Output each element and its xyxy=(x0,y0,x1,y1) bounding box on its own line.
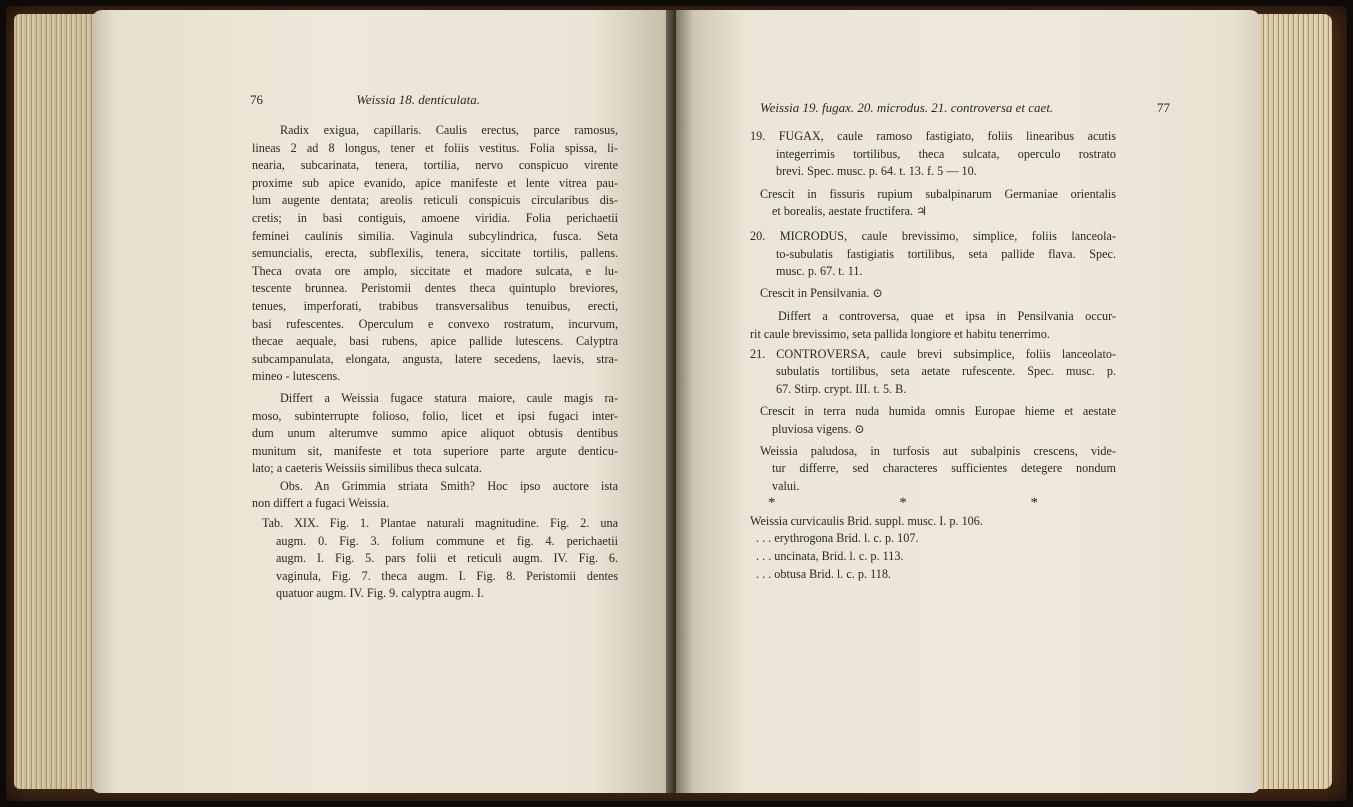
right-page xyxy=(676,10,1260,793)
left-running-head xyxy=(250,92,510,108)
paludosa-paragraph xyxy=(750,443,1116,496)
text-line: dum unum alterumve summo apice aliquot obtusis dentibus xyxy=(252,426,618,441)
text-line: brevi. Spec. musc. p. 64. t. 13. f. 5 — 10. xyxy=(776,164,977,179)
list-item: . . . uncinata, Brid. l. c. p. 113. xyxy=(756,549,904,564)
tab-paragraph xyxy=(252,515,618,603)
text-line: mineo - lutescens. xyxy=(252,369,341,384)
list-item: Weissia curvicaulis Brid. suppl. musc. I. p. 106. xyxy=(750,513,983,528)
text-line: Obs. An Grimmia striata Smith? Hoc ipso auctore ista xyxy=(280,478,618,493)
left-page xyxy=(92,10,682,793)
text-line: 67. Stirp. crypt. III. t. 5. B. xyxy=(776,381,907,396)
text-line: nearia, subcarinata, tenera, tortilia, nervo conspicuo virente xyxy=(252,158,618,173)
text-line: valui. xyxy=(772,478,800,493)
text-line: integerrimis tortilibus, theca sulcata, operculo rostrato xyxy=(776,146,1116,161)
text-line: lum augente dentata; areolis reticuli conspicuis circularibus dis- xyxy=(252,193,618,208)
text-line: cretis; in basi contiguis, amoene viridia. Folia perichaetii xyxy=(252,210,618,225)
text-line: moso, subinterrupte folioso, folio, licet et ipsi fugaci inter- xyxy=(252,408,618,423)
text-line: Differt a Weissia fugace statura maiore, caule magis ra- xyxy=(280,390,618,405)
text-line: semuncialis, erecta, subflexilis, tenera, siccitate tortilis, pallens. xyxy=(252,246,618,261)
text-line: subulatis tortilibus, seta aetate rufescente. Spec. musc. p. xyxy=(776,364,1116,379)
left-body xyxy=(252,122,618,603)
description-paragraph xyxy=(252,122,618,386)
left-page-edges xyxy=(14,14,98,789)
right-body xyxy=(750,128,1116,583)
left-head-title: Weissia 18. denticulata. xyxy=(356,92,480,107)
differt-20 xyxy=(750,308,1116,343)
text-line: Tab. XIX. Fig. 1. Plantae naturali magnitudine. Fig. 2. una xyxy=(262,516,618,531)
text-line: non differt a fugaci Weissia. xyxy=(252,496,389,511)
text-line: rit caule brevissimo, seta pallida longiore et habitu tenerrimo. xyxy=(750,326,1050,341)
right-page-edges xyxy=(1256,14,1332,789)
text-line: Crescit in Pensilvania. ⊙ xyxy=(760,285,883,300)
differt-paragraph xyxy=(252,390,618,478)
text-line: tenues, imperforati, trabibus transversalibus tenuibus, erecti, xyxy=(252,298,618,313)
text-line: tescente brunnea. Peristomii dentes theca quintuplo breviores, xyxy=(252,281,618,296)
text-line: et borealis, aestate fructifera. ♃ xyxy=(772,204,928,219)
crescit-19 xyxy=(750,186,1116,221)
list-item: . . . erythrogona Brid. l. c. p. 107. xyxy=(756,531,919,546)
synonym-list xyxy=(750,513,1116,583)
text-line: tur differre, sed characteres sufficientes detegere nondum xyxy=(772,461,1116,476)
text-line: Crescit in fissuris rupium subalpinarum Germaniae orientalis xyxy=(760,186,1116,201)
left-page-number: 76 xyxy=(250,92,263,107)
section-stars: * * * xyxy=(768,495,1098,512)
entry-19 xyxy=(750,128,1116,181)
crescit-20 xyxy=(750,285,1116,303)
entry-20 xyxy=(750,228,1116,281)
text-line: basi rufescentes. Operculum e convexo rostratum, incurvum, xyxy=(252,316,618,331)
text-line: vaginula, Fig. 7. theca augm. I. Fig. 8. Peristomii dentes xyxy=(276,568,618,583)
right-running-head xyxy=(760,100,1170,116)
text-line: proxime sub apice evanido, apice manifeste et lente vitrea pau- xyxy=(252,175,618,190)
text-line: 20. MICRODUS, caule brevissimo, simplice, foliis lanceola- xyxy=(750,228,1116,243)
text-line: 21. CONTROVERSA, caule brevi subsimplice, foliis lanceolato- xyxy=(750,346,1116,361)
text-line: quatuor augm. IV. Fig. 9. calyptra augm. I. xyxy=(276,586,484,601)
text-line: pluviosa vigens. ⊙ xyxy=(772,421,865,436)
text-line: Crescit in terra nuda humida omnis Europae hieme et aestate xyxy=(760,404,1116,419)
text-line: Radix exigua, capillaris. Caulis erectus, parce ramosus, xyxy=(280,123,618,137)
text-line: 19. FUGAX, caule ramoso fastigiato, foliis linearibus acutis xyxy=(750,129,1116,143)
text-line: thecae aequale, basi rubens, apice pallide lutescens. Calyptra xyxy=(252,334,618,349)
right-page-number: 77 xyxy=(1157,100,1170,115)
right-head-title: Weissia 19. fugax. 20. microdus. 21. controversa et caet. xyxy=(760,100,1054,115)
text-line: lato; a caeteris Weissiis similibus theca sulcata. xyxy=(252,461,482,476)
text-line: augm. I. Fig. 5. pars folii et reticuli augm. IV. Fig. 6. xyxy=(276,551,618,566)
text-line: Weissia paludosa, in turfosis aut subalpinis crescens, vide- xyxy=(760,443,1116,458)
text-line: musc. p. 67. t. 11. xyxy=(776,264,863,279)
text-line: Differt a controversa, quae et ipsa in Pensilvania occur- xyxy=(778,309,1116,324)
text-line: augm. 0. Fig. 3. folium commune et fig. 4. perichaetii xyxy=(276,533,618,548)
crescit-21 xyxy=(750,403,1116,438)
text-line: Theca ovata ore amplo, siccitate et madore sulcata, e lu- xyxy=(252,263,618,278)
text-line: lineas 2 ad 8 longus, tener et foliis vestitus. Folia spissa, li- xyxy=(252,140,618,155)
text-line: feminei caulinis similia. Vaginula subcylindrica, fusca. Seta xyxy=(252,228,618,243)
text-line: to-subulatis fastigiatis tortilibus, seta pallide flava. Spec. xyxy=(776,246,1116,261)
obs-paragraph xyxy=(252,478,618,513)
list-item: . . . obtusa Brid. l. c. p. 118. xyxy=(756,566,891,581)
entry-21 xyxy=(750,346,1116,399)
text-line: subcampanulata, elongata, angusta, latere secedens, laevis, stra- xyxy=(252,351,618,366)
text-line: munitum sit, manifeste et tota superiore parte argute denticu- xyxy=(252,443,618,458)
